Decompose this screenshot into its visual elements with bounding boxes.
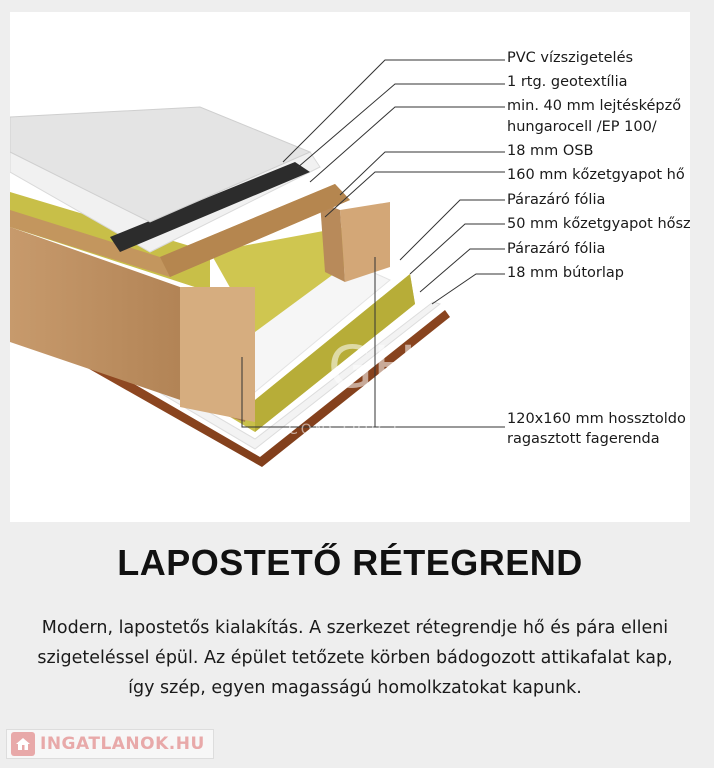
layer-label-beam-1: 120x160 mm hossztoldo	[507, 411, 686, 427]
roof-layer-diagram	[10, 12, 690, 522]
layer-label-geotextile: 1 rtg. geotextília	[507, 74, 628, 90]
ingatlanok-watermark	[6, 729, 214, 759]
layer-label-furniture-board: 18 mm bútorlap	[507, 265, 624, 281]
description-line: így szép, egyen magasságú homolkzatokat kapunk.	[128, 678, 582, 698]
house-icon	[11, 732, 35, 756]
layer-label-vapor-2: Párazáró fólia	[507, 241, 606, 257]
page-title: LAPOSTETŐ RÉTEGREND	[117, 542, 583, 583]
layer-label-slope-eps: min. 40 mm lejtésképző	[507, 98, 682, 114]
layer-label-pvc: PVC vízszigetelés	[507, 50, 634, 66]
watermark-text: INGATLANOK.HU	[40, 734, 205, 754]
description-line: szigeteléssel épül. Az épület tetőzete körben bádogozott attikafalat kap,	[37, 648, 673, 668]
layer-label-vapor-1: Párazáró fólia	[507, 192, 606, 208]
glulam-beam-back	[340, 202, 390, 282]
layer-label-rockwool-160: 160 mm kőzetgyapot hő	[507, 167, 685, 183]
layer-label-osb: 18 mm OSB	[507, 143, 594, 159]
description	[10, 613, 700, 703]
layer-label-hungarocell: hungarocell /EP 100/	[507, 119, 657, 135]
svg-text:GH: GH	[328, 333, 417, 401]
layer-label-beam-2: ragasztott fagerenda	[507, 431, 660, 447]
svg-text:CONSTRUCT: CONSTRUCT	[288, 422, 403, 438]
layer-label-rockwool-50: 50 mm kőzetgyapot hősz	[507, 216, 691, 232]
description-line: Modern, lapostetős kialakítás. A szerkezet rétegrendje hő és pára elleni	[41, 618, 669, 638]
pvc-membrane-layer	[10, 107, 310, 222]
